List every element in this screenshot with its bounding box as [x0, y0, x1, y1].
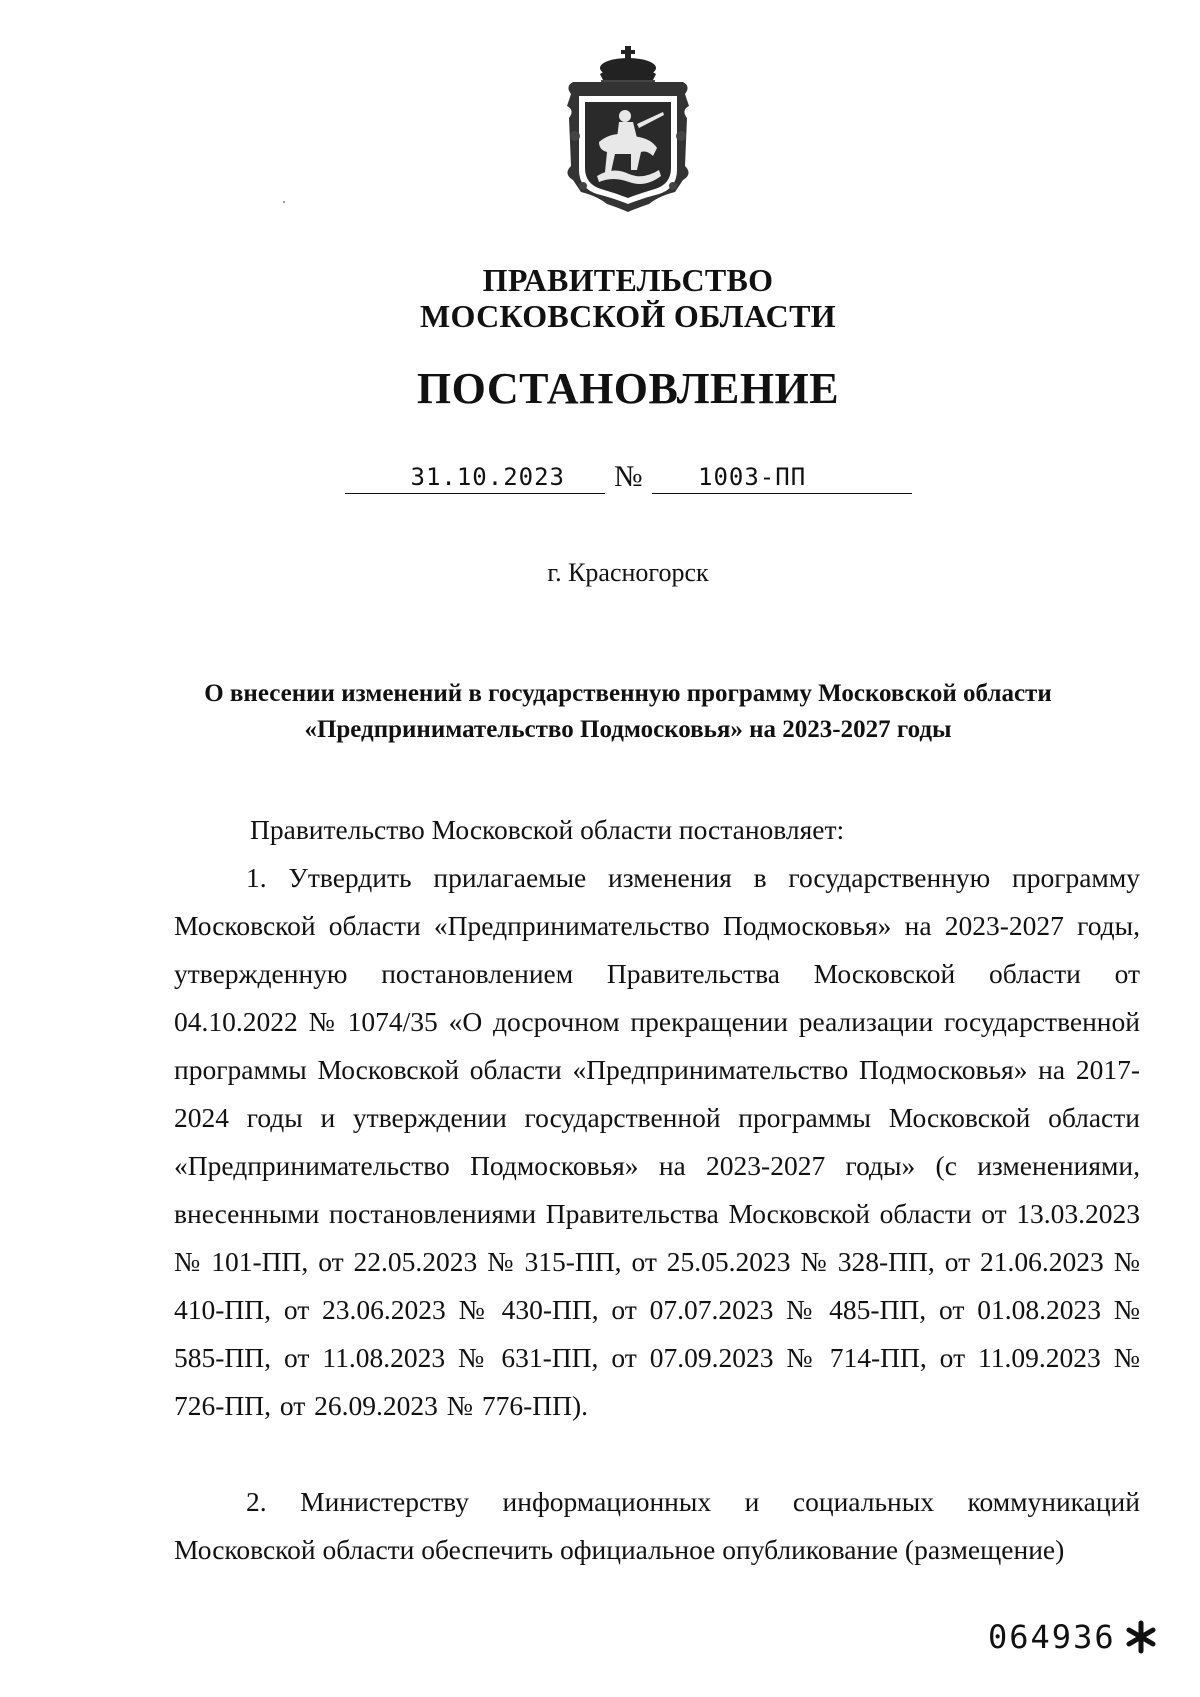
- city: г. Красногорск: [547, 558, 709, 587]
- serial-number: 064936: [988, 1618, 1116, 1656]
- paragraph-1: 1. Утвердить прилагаемые изменения в государственную программу Московской области «Предпринимательство Подмосковья» на 2023-2027 годы, утвержденную постановлением Правительства Московской области от 04.10.2022 № 1074/35 «О досрочном прекращении реализации государственной программы Московской области «Предпринимательство Подмосковья» на 2017-2024 годы и утверждении государственной программы Московской области «Предпринимательство Подмосковья» на 2023-2027 годы» (с изменениями, внесенными постановлениями Правительства Московской области от 13.03.2023 № 101-ПП, от 22.05.2023 № 315-ПП, от 25.05.2023 № 328-ПП, от 21.06.2023 № 410-ПП, от 23.06.2023 № 430-ПП, от 07.07.2023 № 485-ПП, от 01.08.2023 № 585-ПП, от 11.08.2023 № 631-ПП, от 07.09.2023 № 714-ПП, от 11.09.2023 № 726-ПП, от 26.09.2023 № 776-ПП).: [174, 862, 1140, 1421]
- org-name-line2: МОСКОВСКОЙ ОБЛАСТИ: [420, 298, 836, 334]
- document-type: ПОСТАНОВЛЕНИЕ: [416, 364, 840, 413]
- document-date: 31.10.2023: [345, 462, 605, 494]
- asterisk-icon: [1124, 1620, 1158, 1654]
- number-sign: №: [614, 460, 643, 493]
- coat-of-arms-icon: [563, 46, 693, 212]
- paragraph-2: 2. Министерству информационных и социальных коммуникаций Московской области обеспечить официальное опубликование (размещение): [174, 1486, 1140, 1565]
- document-title: О внесении изменений в государственную программу Московской области «Предпринимательство Подмосковья» на 2023-2027 годы: [204, 680, 1052, 743]
- preamble: Правительство Московской области постановляет:: [250, 814, 845, 845]
- scan-speck: [283, 201, 285, 203]
- document-number: 1003-ПП: [652, 462, 912, 494]
- org-name-line1: ПРАВИТЕЛЬСТВО: [482, 262, 774, 298]
